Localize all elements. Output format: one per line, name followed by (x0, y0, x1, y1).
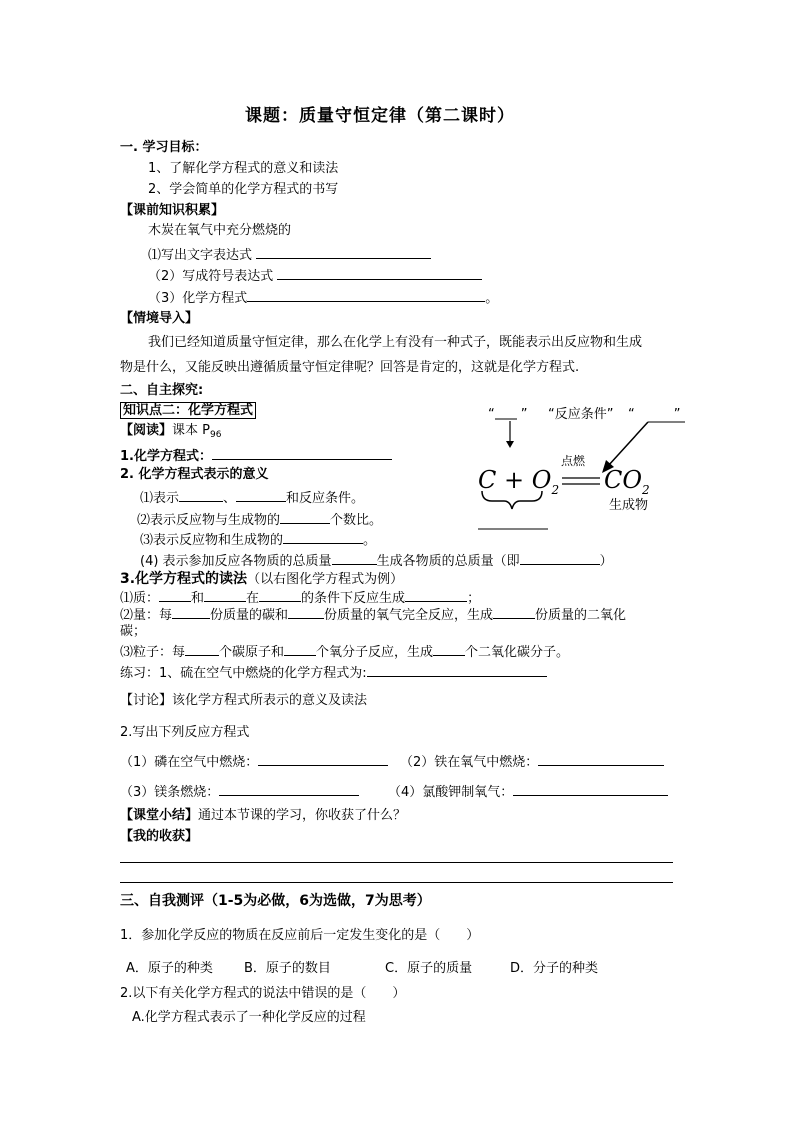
discuss-label: 【讨论】 (120, 693, 173, 708)
pre-q2-blank[interactable] (277, 266, 482, 280)
knowledge-point-box: 知识点二：化学方程式 (120, 402, 256, 419)
diagram-quote-product: “ ” (628, 407, 681, 422)
question-2-option-a[interactable]: A.化学方程式表示了一种化学反应的过程 (132, 1010, 366, 1025)
reading-2-blank-b[interactable] (288, 605, 324, 619)
read-page-sub: 96 (210, 430, 222, 440)
reading-1-blank-a[interactable] (159, 588, 191, 602)
reading-1-a: ⑴质： (120, 591, 160, 606)
reading-1-blank-c[interactable] (259, 588, 301, 602)
reading-1-e: ； (467, 591, 481, 606)
reading-3-blank-c[interactable] (433, 642, 465, 656)
reading-2-blank-c[interactable] (493, 605, 535, 619)
diagram-condition-label: “反应条件” (548, 407, 614, 422)
exercise-2-2 (400, 752, 664, 771)
definition-line (120, 446, 392, 465)
scene-heading: 【情境导入】 (120, 311, 199, 326)
pre-knowledge-heading: 【课前知识积累】 (120, 203, 225, 218)
pre-q2 (148, 266, 482, 285)
meaning-1 (140, 488, 364, 507)
meaning-4-b: 生成各物质的总质量（即 (376, 554, 520, 569)
pre-q3-label: （3）化学方程式 (148, 291, 248, 306)
meaning-4-c: ） (599, 554, 613, 569)
exercise-2-4 (388, 782, 668, 801)
reading-2-b: 份质量的碳和 (210, 608, 289, 623)
reading-1-blank-d[interactable] (405, 588, 467, 602)
meaning-4-blank-a[interactable] (332, 551, 377, 565)
meaning-4 (140, 551, 613, 570)
scene-para-1: 我们已经知道质量守恒定律，那么在化学上有没有一种式子，既能表示出反应物和生成 (148, 335, 643, 350)
exercise-2-2-label: （2）铁在氧气中燃烧： (400, 755, 539, 770)
pre-q1 (148, 245, 431, 264)
pre-intro: 木炭在氧气中充分燃烧的 (148, 223, 292, 238)
meaning-3-blank[interactable] (283, 530, 363, 544)
read-line (120, 423, 221, 443)
exercise-2-3-blank[interactable] (219, 782, 359, 796)
reading-3-b: 个碳原子和 (219, 645, 285, 660)
reading-3-blank-a[interactable] (185, 642, 219, 656)
meaning-2-a: ⑵表示反应物与生成物的 (137, 513, 281, 528)
exercise-2-3 (120, 782, 359, 801)
reading-heading: 3.化学方程式的读法 (120, 571, 248, 587)
meaning-1-blank-a[interactable] (179, 488, 223, 502)
reading-3-c: 个氧分子反应，生成 (316, 645, 434, 660)
reading-2 (120, 605, 626, 624)
meaning-2-blank[interactable] (280, 510, 330, 524)
pre-q1-blank[interactable] (256, 245, 431, 259)
reading-3-blank-b[interactable] (284, 642, 316, 656)
meaning-1-blank-b[interactable] (236, 488, 286, 502)
meaning-3 (140, 530, 376, 549)
discuss-line (120, 693, 367, 709)
summary-line (120, 808, 406, 824)
pre-q3-end: 。 (485, 291, 499, 306)
question-2: 2.以下有关化学方程式的说法中错误的是（ ） (120, 986, 406, 1001)
definition-blank[interactable] (212, 446, 392, 460)
diagram-product-label: 生成物 (609, 498, 649, 513)
scene-para-2: 物是什么，又能反映出遵循质量守恒定律呢？回答是肯定的，这就是化学方程式. (120, 360, 580, 375)
exercise-2-1-label: （1）磷在空气中燃烧： (120, 755, 259, 770)
answer-line-2[interactable] (120, 882, 673, 883)
meaning-1-a: ⑴表示 (140, 491, 180, 506)
eq-plus: + (496, 466, 532, 494)
pre-q2-label: （2）写成符号表达式 (148, 269, 274, 284)
eq-co-sub: 2 (642, 483, 650, 497)
section1-heading: 一. 学习目标： (120, 140, 208, 155)
diagram-quote-reactant: “ ” (488, 407, 528, 422)
reading-1-d: 的条件下反应生成 (301, 591, 406, 606)
eq-oxygen: O (531, 466, 552, 494)
exercise-2-1-blank[interactable] (258, 752, 388, 766)
down-arrow-head-icon (506, 441, 514, 448)
exercise-2-3-label: （3）镁条燃烧： (120, 785, 220, 800)
eq-carbon: C (478, 466, 497, 494)
summary-text: 通过本节课的学习，你收获了什么？ (198, 808, 407, 823)
meaning-heading: 2. 化学方程式表示的意义 (120, 467, 269, 482)
exercise-2-4-label: （4）氯酸钾制氧气： (388, 785, 514, 800)
meaning-2-b: 个数比。 (330, 513, 383, 528)
pre-q1-label: ⑴写出文字表达式 (148, 248, 253, 263)
diagonal-arrow-icon (608, 422, 648, 466)
read-label: 【阅读】 (120, 423, 173, 438)
reading-2-blank-a[interactable] (172, 605, 210, 619)
question-1-option-d[interactable]: D．分子的种类 (510, 961, 599, 976)
read-text: 课本 P (172, 423, 210, 438)
reading-3-a: ⑶粒子：每 (120, 645, 186, 660)
meaning-3-b: 。 (363, 533, 377, 548)
reading-2-cont: 碳； (120, 624, 147, 639)
goal-1: 1、了解化学方程式的意义和读法 (148, 161, 339, 176)
question-1-option-c[interactable]: C．原子的质量 (385, 961, 473, 976)
eq-co: CO (604, 466, 643, 494)
question-1-option-a[interactable]: A．原子的种类 (126, 961, 213, 976)
answer-line-1[interactable] (120, 862, 673, 863)
meaning-4-a: (4) 表示参加反应各物质的总质量 (140, 554, 332, 569)
exercise-2-2-blank[interactable] (538, 752, 664, 766)
exercise-2-4-blank[interactable] (513, 782, 668, 796)
question-1: 1．参加化学反应的物质在反应前后一定发生变化的是（ ） (120, 928, 480, 943)
reading-1-b: 和 (191, 591, 205, 606)
pre-q3-blank[interactable] (247, 288, 485, 302)
reading-1-c: 在 (246, 591, 260, 606)
meaning-3-a: ⑶表示反应物和生成物的 (140, 533, 284, 548)
knowledge-point (120, 403, 256, 419)
meaning-1-c: 和反应条件。 (286, 491, 365, 506)
reading-1-blank-b[interactable] (204, 588, 246, 602)
exercise-2: 2.写出下列反应方程式 (120, 725, 250, 740)
reading-2-a: ⑵量：每 (120, 608, 173, 623)
reading-3 (120, 642, 569, 661)
page-title: 课题：质量守恒定律（第二课时） (245, 106, 515, 126)
meaning-1-b: 、 (223, 491, 237, 506)
exercise-1 (120, 663, 547, 682)
meaning-4-blank-b[interactable] (520, 551, 600, 565)
question-1-option-b[interactable]: B．原子的数目 (244, 961, 331, 976)
exercise-1-blank[interactable] (367, 663, 547, 677)
meaning-2 (137, 510, 382, 529)
exercise-1-label: 练习：1、硫在空气中燃烧的化学方程式为: (120, 666, 367, 681)
reading-2-c: 份质量的氧气完全反应，生成 (324, 608, 494, 623)
section3-heading: 三、自我测评（1-5为必做，6为选做，7为思考） (120, 893, 431, 909)
reading-3-d: 个二氧化碳分子。 (465, 645, 570, 660)
eq-oxygen-sub: 2 (551, 483, 560, 497)
exercise-2-1 (120, 752, 388, 771)
pre-q3 (148, 288, 498, 307)
gain-heading: 【我的收获】 (120, 829, 199, 844)
summary-label: 【课堂小结】 (120, 808, 199, 823)
definition-label: 1.化学方程式： (120, 449, 212, 464)
reading-2-d: 份质量的二氧化 (535, 608, 627, 623)
diagram-ignite: 点燃 (561, 454, 586, 468)
chemical-equation-reactants (478, 466, 559, 504)
section2-heading: 二、自主探究: (120, 383, 204, 398)
goal-2: 2、学会简单的化学方程式的书写 (148, 182, 339, 197)
reading-heading-line (120, 571, 403, 588)
discuss-text: 该化学方程式所表示的意义及读法 (172, 693, 368, 708)
reading-note: （以右图化学方程式为例） (247, 572, 404, 587)
